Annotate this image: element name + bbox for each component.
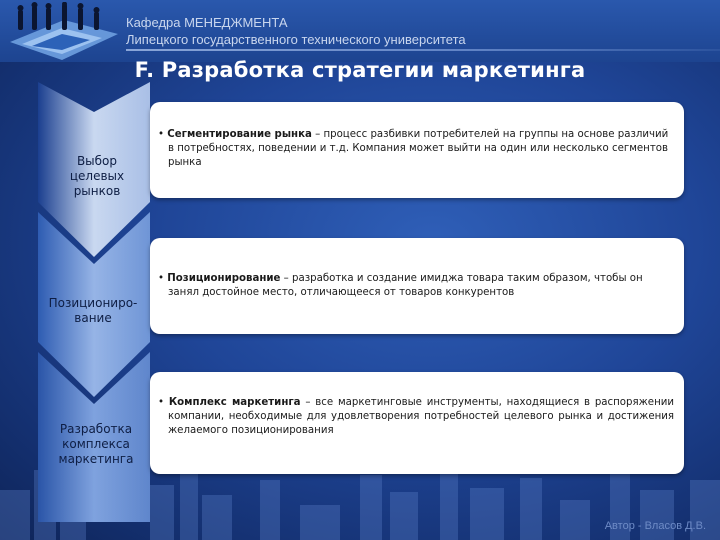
header-divider: [126, 49, 720, 51]
stage-label-target-markets: Выбор целевых рынков: [69, 154, 125, 198]
department-header: [126, 14, 466, 48]
slide-title: F. Разработка стратегии маркетинга: [134, 58, 586, 82]
author-credit: Автор - Власов Д.В.: [604, 520, 706, 532]
department-logo: [2, 2, 120, 62]
card-segmentation: [150, 102, 684, 198]
stage-label-positioning: Позициониро- вание: [48, 296, 138, 325]
card-marketing-mix-text: • Комплекс маркетинга – все маркетинговые инструменты, находящиеся в распоряжении компании, необходимые для удовлетворения потребностей целевого рынка и достижения желаемого позиционирования: [158, 397, 674, 436]
department-name: Кафедра МЕНЕДЖМЕНТА: [126, 15, 288, 30]
card-positioning: [150, 238, 684, 334]
card-segmentation-text: • Сегментирование рынка – процесс разбивки потребителей на группы на основе различий в потребностях, поведении и т.д. Компания может выйти на один или несколько сегментов рынка: [158, 129, 669, 168]
card-positioning-text: • Позиционирование – разработка и создание имиджа товара таким образом, чтобы он занял достойное место, отличающееся от товаров конкурентов: [158, 273, 643, 298]
card-marketing-mix: [150, 372, 684, 474]
stage-label-marketing-mix: Разработка комплекса маркетинга: [58, 422, 134, 466]
university-name: Липецкого государственного технического университета: [126, 32, 466, 47]
